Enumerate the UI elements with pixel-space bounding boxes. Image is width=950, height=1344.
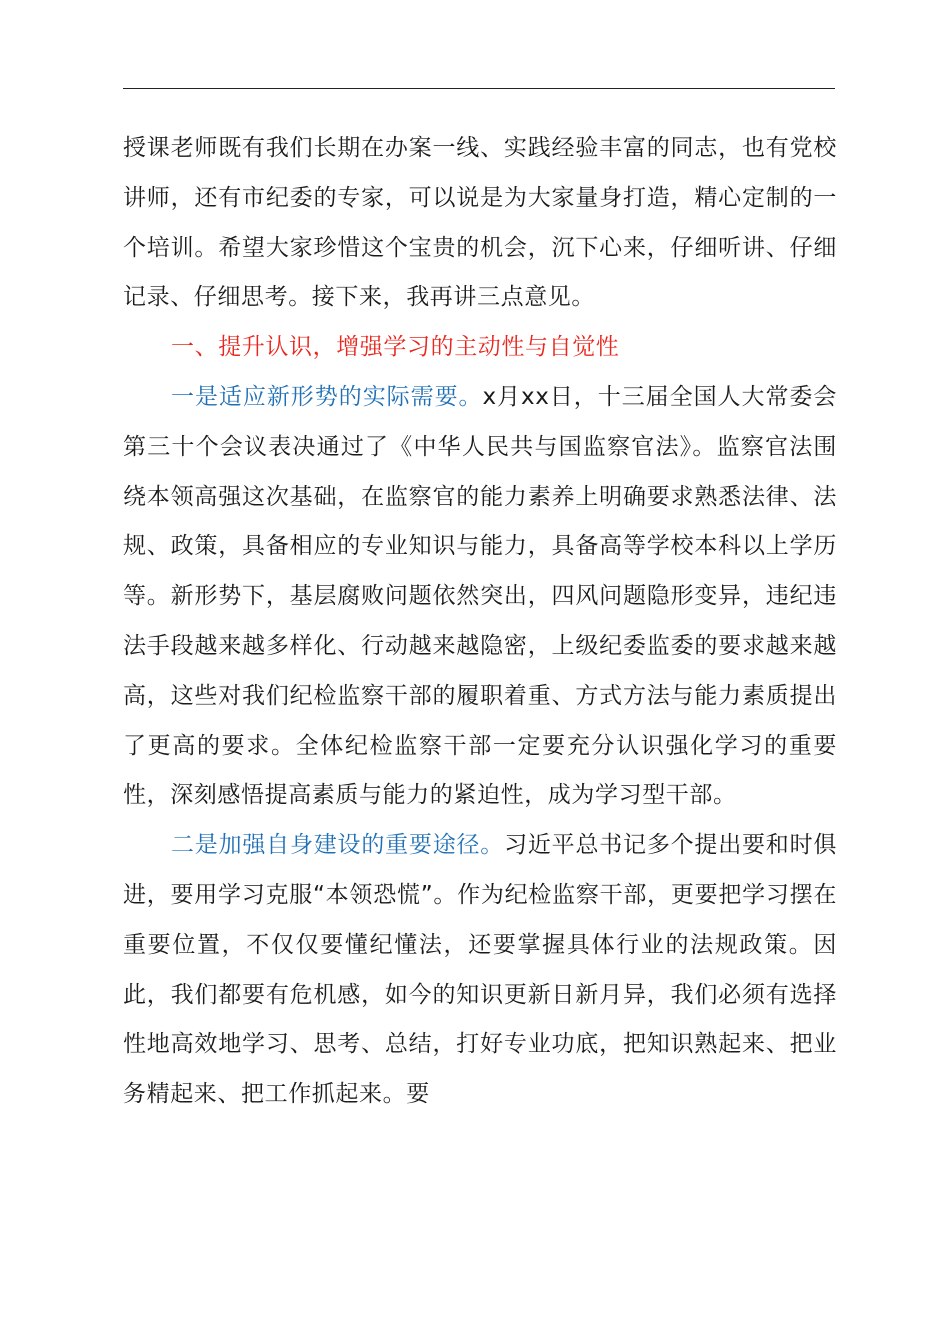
section-paragraph-2 xyxy=(123,821,837,1120)
document-body xyxy=(123,124,837,1120)
section-text-1: x月xx日，十三届全国人大常委会第三十个会议表决通过了《中华人民共与国监察官法》。监察官法围绕本领高强这次基础，在监察官的能力素养上明确要求熟悉法律、法规、政策，具备相应的专业知识与能力，具备高等学校本科以上学历等。新形势下，基层腐败问题依然突出，四风问题隐形变异，违纪违法手段越来越多样化、行动越来越隐密，上级纪委监委的要求越来越高，这些对我们纪检监察干部的履职着重、方式方法与能力素质提出了更高的要求。全体纪检监察干部一定要充分认识强化学习的重要性，深刻感悟提高素质与能力的紧迫性，成为学习型干部。 xyxy=(123,383,837,809)
section-heading: 一、提升认识，增强学习的主动性与自觉性 xyxy=(171,334,620,361)
section-lead-2: 二是加强自身建设的重要途径。 xyxy=(171,832,505,859)
section-text-2: 习近平总书记多个提出要和时俱进，要用学习克服“本领恐慌”。作为纪检监察干部，更要把学习摆在重要位置，不仅仅要懂纪懂法，还要掌握具体行业的法规政策。因此，我们都要有危机感，如今的知识更新日新月异，我们必须有选择性地高效地学习、思考、总结，打好专业功底，把知识熟起来、把业务精起来、把工作抓起来。要 xyxy=(123,832,837,1108)
section-paragraph-1 xyxy=(123,373,837,821)
header-rule xyxy=(123,88,835,89)
body-paragraph: 授课老师既有我们长期在办案一线、实践经验丰富的同志，也有党校讲师，还有市纪委的专家，可以说是为大家量身打造，精心定制的一个培训。希望大家珍惜这个宝贵的机会，沉下心来，仔细听讲、仔细记录、仔细思考。接下来，我再讲三点意见。 xyxy=(123,135,837,311)
section-lead-1: 一是适应新形势的实际需要。 xyxy=(171,383,483,410)
